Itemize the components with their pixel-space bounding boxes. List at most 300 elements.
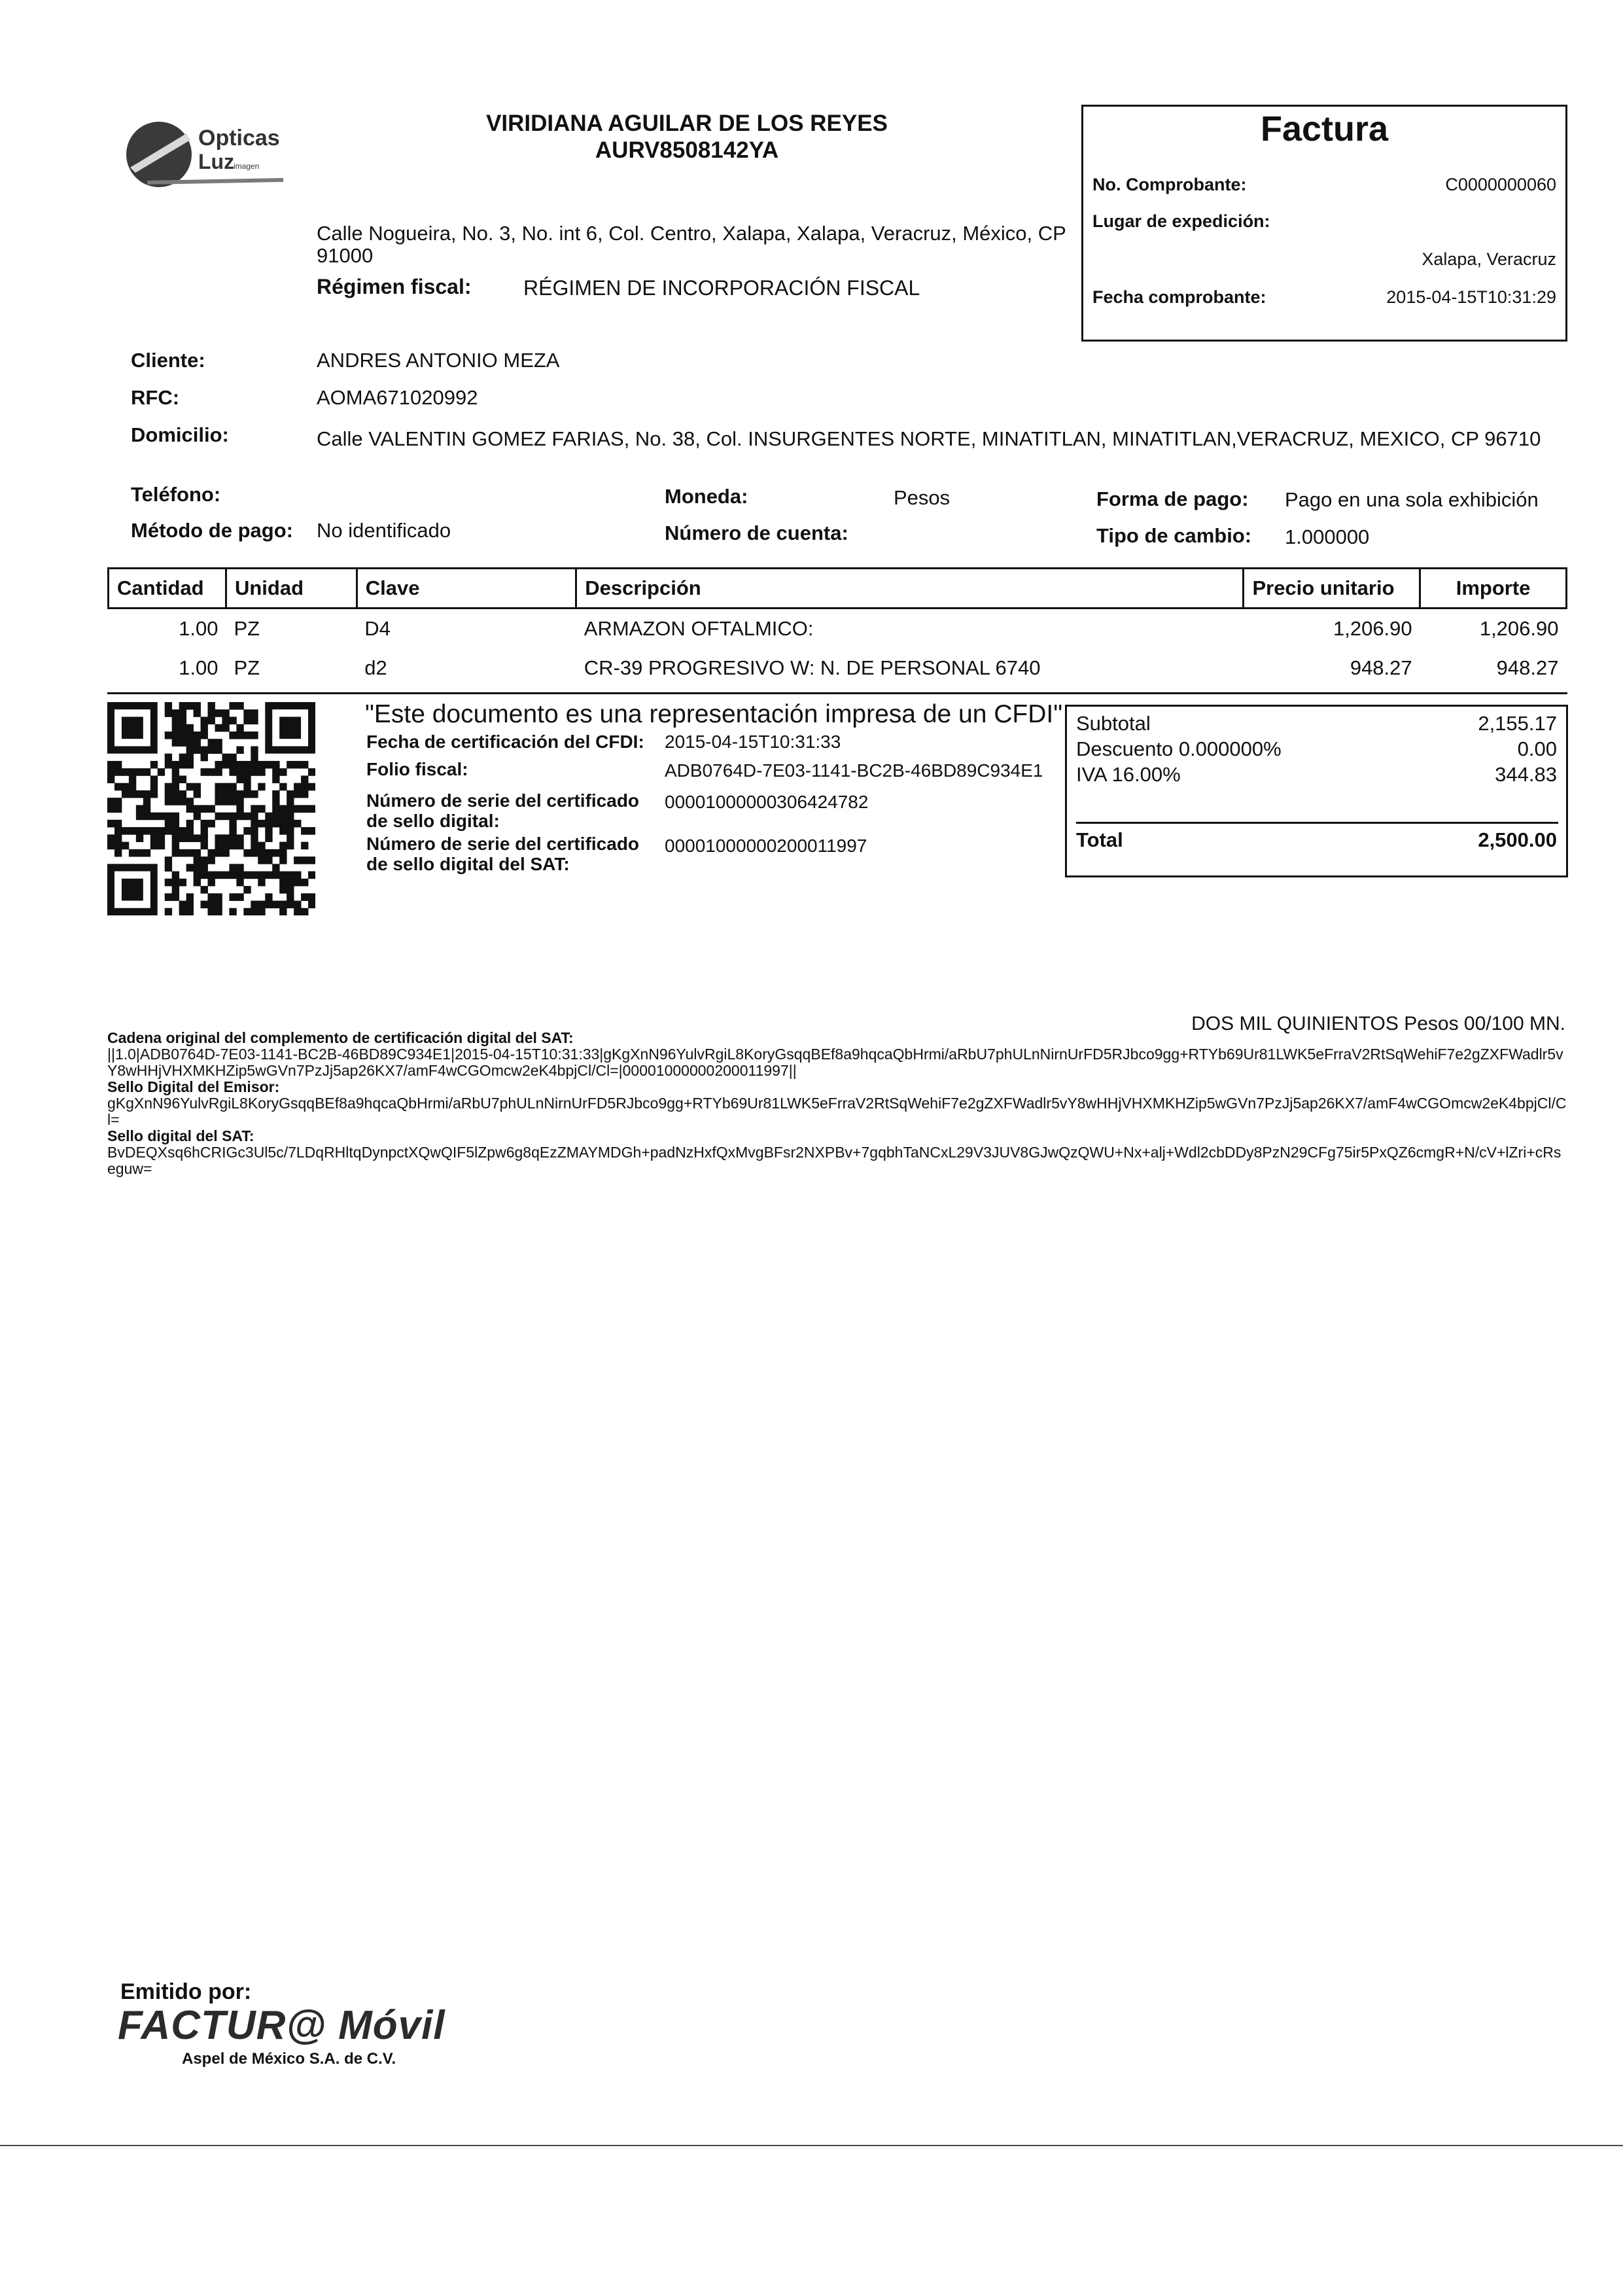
qr-module [194,879,201,887]
qr-module [229,798,236,805]
qr-module [215,790,222,798]
qr-module [172,798,179,805]
serie-label: Número de serie del certificado de sello digital: [366,790,640,831]
qr-module [201,768,208,776]
qr-module [279,886,287,894]
qr-module [158,768,165,776]
qr-module [308,893,315,901]
qr-module [194,732,201,739]
qr-module [236,805,243,813]
bottom-rule [0,2145,1623,2146]
qr-module [186,820,194,828]
qr-module [287,842,294,850]
qr-module [294,790,301,798]
qr-module [179,798,186,805]
comprobante-label: No. Comprobante: [1092,175,1247,194]
qr-module [201,732,208,739]
qr-module [222,724,229,732]
qr-module [265,849,272,857]
qr-module [229,908,236,915]
qr-module [258,783,265,791]
qr-module [258,879,265,887]
qr-module [236,732,243,739]
qr-module [251,805,258,813]
qr-module [258,761,265,769]
qr-module [194,857,201,864]
qr-module [172,886,179,894]
totals-box [1065,705,1568,877]
qr-module [229,732,236,739]
qr-module [179,761,186,769]
qr-module [236,834,243,842]
qr-finder-pattern [279,716,301,739]
qr-module [301,775,308,783]
qr-module [194,872,201,879]
qr-module [279,842,287,850]
qr-module [265,761,272,769]
fecha-cert-label: Fecha de certificación del CFDI: [366,732,644,752]
qr-module [136,805,143,813]
qr-module [143,849,150,857]
logo-mark-icon [121,116,285,190]
qr-module [301,879,308,887]
qr-module [179,908,186,915]
qr-module [301,827,308,835]
qr-module [208,879,215,887]
qr-module [194,709,201,717]
serie-sat-label: Número de serie del certificado de sello digital del SAT: [366,834,640,874]
qr-module [136,827,143,835]
qr-module [279,857,287,864]
sello-sat-value: BvDEQXsq6hCRIGc3Ul5c/7LDqRHltqDynpctXQwQIF5lZpw6g8qEzZMAYMDGh+padNzHxfQxMvgBFsr2NXPBv+7gqbhTaNCxL29V3JUV8GJwQzQWU+Nx+alj+Wdl2cbDDy8PzN29CFg75ir5PxQZ6cmgR+N/cV+lZri+cRseguw= [107,1144,1562,1177]
qr-module [165,820,172,828]
qr-module [272,790,279,798]
qr-module [272,872,279,879]
metodo-value: No identificado [317,519,451,542]
qr-module [165,790,172,798]
qr-module [129,849,136,857]
qr-module [208,716,215,724]
qr-module [201,746,208,754]
qr-module [158,813,165,821]
total-label: Total [1076,828,1123,851]
qr-module [165,827,172,835]
qr-module [165,879,172,887]
qr-module [243,827,251,835]
qr-module [172,724,179,732]
qr-module [294,857,301,864]
qr-module [201,716,208,724]
qr-module [279,901,287,909]
qr-module [143,827,150,835]
qr-module [150,775,158,783]
qr-module [186,746,194,754]
qr-module [165,709,172,717]
qr-module [172,761,179,769]
qr-module [107,834,114,842]
qr-module [279,872,287,879]
total-value: 2,500.00 [1478,828,1557,851]
qr-module [215,908,222,915]
logo-text-1: Opticas [198,126,280,150]
cfdi-note: "Este documento es una representación impresa de un CFDI" [365,700,1063,728]
qr-module [201,886,208,894]
qr-module [201,754,208,762]
qr-module [287,813,294,821]
qr-module [179,901,186,909]
cell-descripcion: ARMAZON OFTALMICO: [584,617,814,640]
invoice-header-box [1081,105,1567,342]
qr-module [229,783,236,791]
qr-module [194,702,201,710]
qr-module [279,827,287,835]
folio-value: ADB0764D-7E03-1141-BC2B-46BD89C934E1 [665,760,1043,781]
qr-module [143,798,150,805]
comprobante-value: C0000000060 [1445,175,1556,194]
qr-module [272,901,279,909]
qr-module [136,849,143,857]
qr-module [107,798,114,805]
qr-module [272,775,279,783]
qr-module [301,761,308,769]
qr-module [208,805,215,813]
qr-module [229,820,236,828]
qr-module [279,805,287,813]
qr-module [114,820,122,828]
qr-module [165,893,172,901]
qr-module [122,790,129,798]
qr-module [243,732,251,739]
cell-cantidad: 1.00 [179,656,218,679]
col-header-clave: Clave [357,569,576,609]
qr-module [236,893,243,901]
qr-module [165,857,172,864]
qr-module [208,857,215,864]
qr-module [114,761,122,769]
qr-module [294,820,301,828]
issuer-address: Calle Nogueira, No. 3, No. int 6, Col. Centro, Xalapa, Xalapa, Veracruz, México, CP 91000 [317,222,1066,267]
qr-module [287,879,294,887]
qr-module [114,849,122,857]
qr-module [222,798,229,805]
qr-module [243,849,251,857]
qr-module [165,761,172,769]
qr-module [251,820,258,828]
qr-module [272,820,279,828]
qr-module [136,790,143,798]
qr-module [179,709,186,717]
qr-module [194,783,201,791]
qr-module [229,768,236,776]
qr-module [194,864,201,872]
qr-module [107,842,114,850]
qr-module [194,805,201,813]
qr-module [236,790,243,798]
qr-module [279,849,287,857]
qr-module [229,872,236,879]
qr-module [122,842,129,850]
qr-module [201,820,208,828]
qr-module [165,754,172,762]
metodo-label: Método de pago: [131,519,293,542]
qr-module [114,783,122,791]
qr-module [279,768,287,776]
qr-module [287,872,294,879]
qr-module [236,879,243,887]
qr-module [251,754,258,762]
qr-module [208,702,215,710]
qr-module [172,739,179,747]
qr-module [308,827,315,835]
qr-module [143,768,150,776]
qr-module [251,849,258,857]
fecha-value: 2015-04-15T10:31:29 [1386,287,1556,307]
qr-module [287,893,294,901]
qr-module [143,813,150,821]
qr-module [179,716,186,724]
qr-module [215,724,222,732]
qr-module [251,732,258,739]
totals-divider [1076,822,1558,824]
qr-module [107,761,114,769]
qr-module [150,842,158,850]
qr-module [287,901,294,909]
qr-module [165,732,172,739]
qr-module [301,805,308,813]
qr-module [308,768,315,776]
qr-module [201,834,208,842]
qr-module [194,739,201,747]
qr-module [186,834,194,842]
qr-module [236,724,243,732]
qr-module [186,702,194,710]
qr-module [222,709,229,717]
qr-module [243,813,251,821]
qr-module [179,827,186,835]
qr-finder-pattern [122,716,143,739]
qr-module [258,768,265,776]
qr-module [251,761,258,769]
qr-module [201,827,208,835]
qr-module [258,849,265,857]
qr-module [186,798,194,805]
qr-module [222,813,229,821]
qr-module [265,813,272,821]
qr-module [308,783,315,791]
qr-module [222,783,229,791]
aspel-text: Aspel de México S.A. de C.V. [182,2050,396,2068]
qr-module [279,820,287,828]
qr-module [265,857,272,864]
regimen-label: Régimen fiscal: [317,275,472,298]
qr-module [222,716,229,724]
qr-module [251,901,258,909]
telefono-label: Teléfono: [131,483,221,506]
qr-module [172,872,179,879]
qr-module [301,842,308,850]
qr-module [201,805,208,813]
qr-module [165,813,172,821]
qr-module [229,864,236,872]
qr-module [215,872,222,879]
qr-module [165,783,172,791]
qr-module [272,864,279,872]
cadena-value: ||1.0|ADB0764D-7E03-1141-BC2B-46BD89C934E1|2015-04-15T10:31:33|gKgXnN96YulvRgiL8KoryGsqqBEf8a9hqcaQbHrmi/aRbU7phULnNirnUrFD5RJbco9gg+RTYb69Ur81LWK5eFrraV2RtSqWehiF7e2gZXFWadlr5vY8wHHjVHXMKHZip5wGVn7PzJj5ap26KX7/amF4wCGOmcw2eK4bpjCl/Cl=|00001000000200011997|| [107,1046,1563,1079]
qr-module [236,746,243,754]
qr-module [143,790,150,798]
qr-module [222,849,229,857]
qr-module [215,901,222,909]
qr-module [107,775,114,783]
qr-module [172,834,179,842]
qr-module [301,893,308,901]
qr-module [114,842,122,850]
qr-module [186,849,194,857]
col-header-unidad: Unidad [226,569,357,609]
qr-module [114,834,122,842]
issuer-name: VIRIDIANA AGUILAR DE LOS REYES [486,111,888,136]
qr-module [215,842,222,850]
qr-module [186,724,194,732]
qr-module [172,783,179,791]
qr-module [114,768,122,776]
qr-module [201,864,208,872]
qr-module [150,761,158,769]
cell-cantidad: 1.00 [179,617,218,640]
qr-module [279,908,287,915]
qr-module [179,849,186,857]
qr-module [107,820,114,828]
qr-module [136,768,143,776]
qr-code-icon [107,702,315,915]
qr-module [243,768,251,776]
qr-module [186,754,194,762]
iva-label: IVA 16.00% [1076,763,1181,786]
moneda-value: Pesos [894,486,951,509]
qr-module [129,775,136,783]
forma-label: Forma de pago: [1096,487,1249,510]
qr-module [294,879,301,887]
issuer-rfc: AURV8508142YA [595,137,779,163]
qr-module [208,908,215,915]
qr-module [172,813,179,821]
qr-module [186,893,194,901]
qr-module [243,886,251,894]
cliente-value: ANDRES ANTONIO MEZA [317,349,560,372]
qr-module [236,813,243,821]
qr-module [136,813,143,821]
cell-descripcion: CR-39 PROGRESIVO W: N. DE PERSONAL 6740 [584,656,1041,679]
qr-module [294,761,301,769]
qr-module [208,872,215,879]
qr-module [194,746,201,754]
qr-module [251,746,258,754]
qr-module [251,908,258,915]
qr-module [229,790,236,798]
qr-module [215,798,222,805]
qr-module [258,842,265,850]
qr-module [172,709,179,717]
qr-module [243,716,251,724]
qr-module [215,813,222,821]
qr-module [272,849,279,857]
qr-module [251,716,258,724]
qr-module [158,827,165,835]
logo-text-2: Luz [198,150,235,173]
amount-in-words: DOS MIL QUINIENTOS Pesos 00/100 MN. [1191,1013,1565,1034]
qr-module [265,893,272,901]
cell-precio: 948.27 [1350,656,1412,679]
qr-module [258,901,265,909]
qr-module [208,768,215,776]
qr-module [215,893,222,901]
qr-module [179,754,186,762]
qr-module [279,879,287,887]
folio-label: Folio fiscal: [366,759,468,779]
serie-value: 00001000000306424782 [665,792,869,812]
table-header-row [109,569,1567,609]
qr-module [258,908,265,915]
qr-module [179,732,186,739]
qr-module [215,834,222,842]
qr-module [158,842,165,850]
forma-value: Pago en una sola exhibición [1285,488,1539,511]
qr-module [179,702,186,710]
table-row [109,609,1567,649]
qr-module [165,908,172,915]
qr-module [236,872,243,879]
qr-module [215,739,222,747]
qr-module [194,813,201,821]
cell-importe: 948.27 [1496,656,1559,679]
qr-module [265,827,272,835]
logo-text-3: imagen [234,162,260,171]
qr-module [143,805,150,813]
qr-module [251,872,258,879]
qr-module [136,834,143,842]
descuento-label: Descuento 0.000000% [1076,737,1282,760]
qr-module [201,901,208,909]
qr-module [294,901,301,909]
rfc-label: RFC: [131,386,180,409]
qr-module [243,908,251,915]
cell-unidad: PZ [234,617,260,640]
items-table [107,567,1567,688]
qr-module [215,761,222,769]
col-header-precio: Precio unitario [1244,569,1420,609]
moneda-label: Moneda: [665,485,748,508]
qr-module [215,768,222,776]
qr-module [150,834,158,842]
qr-module [215,849,222,857]
qr-module [194,849,201,857]
qr-module [172,775,179,783]
qr-module [229,702,236,710]
qr-module [279,783,287,791]
qr-module [301,857,308,864]
qr-module [301,790,308,798]
qr-module [208,901,215,909]
qr-module [129,783,136,791]
qr-module [165,798,172,805]
cell-importe: 1,206.90 [1479,617,1559,640]
qr-module [272,813,279,821]
qr-module [229,754,236,762]
qr-module [172,732,179,739]
qr-module [179,739,186,747]
lugar-value: Xalapa, Veracruz [1422,249,1556,269]
qr-module [186,732,194,739]
